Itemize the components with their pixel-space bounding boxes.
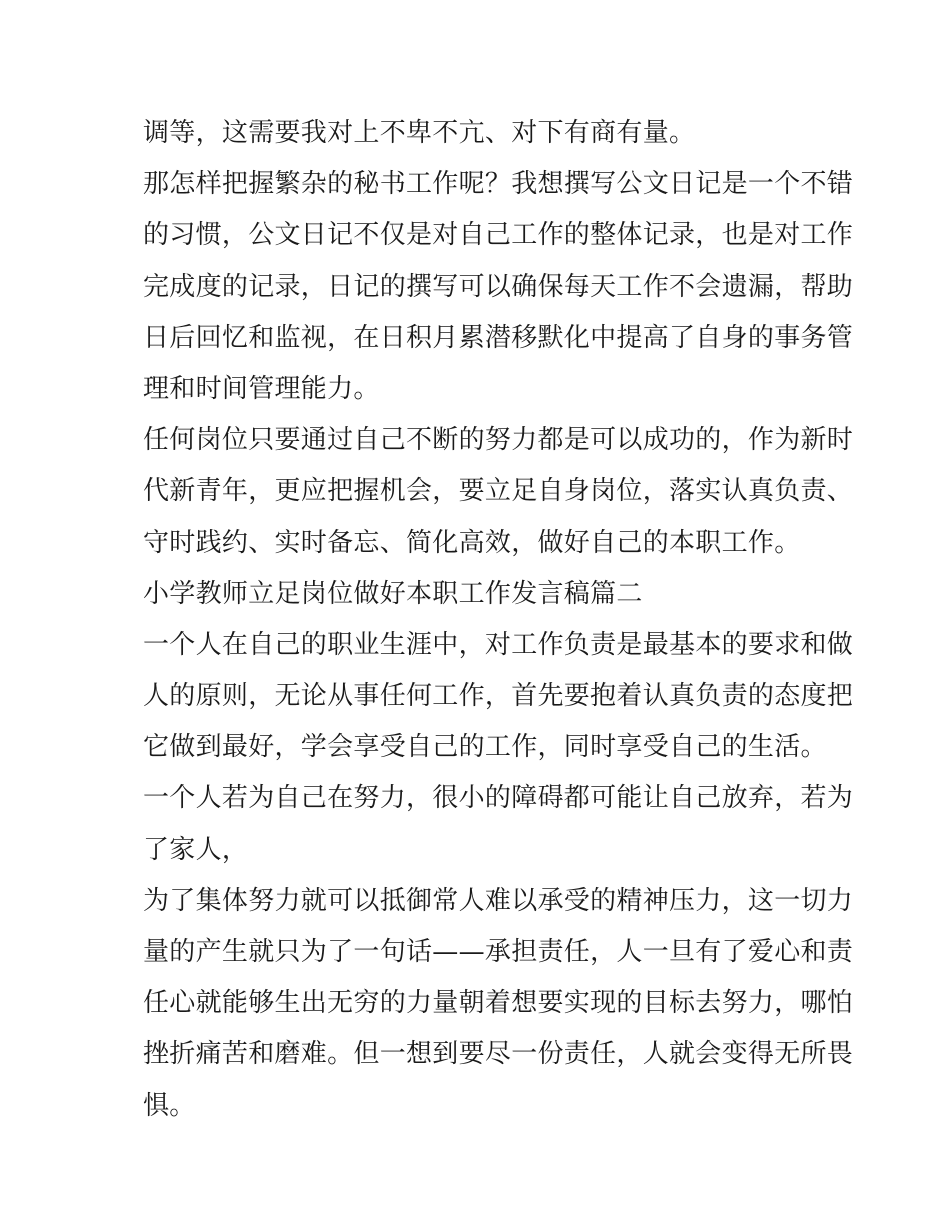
text-line: 日后回忆和监视，在日积月累潜移默化中提高了自身的事务管: [143, 322, 854, 353]
text-line: 人的原则，无论从事任何工作，首先要抱着认真负责的态度把: [143, 681, 854, 712]
text-line: 代新青年，更应把握机会，要立足自身岗位，落实认真负责、: [143, 476, 854, 507]
text-line: 守时践约、实时备忘、简化高效，做好自己的本职工作。: [143, 527, 801, 558]
text-line: 调等，这需要我对上不卑不亢、对下有商有量。: [143, 118, 696, 148]
text-line: 一个人若为自己在努力，很小的障碍都可能让自己放弃，若为: [143, 783, 854, 814]
text-line: 了家人，: [143, 834, 249, 865]
text-line: 任何岗位只要通过自己不断的努力都是可以成功的，作为新时: [143, 425, 854, 456]
text-line: 的习惯，公文日记不仅是对自己工作的整体记录，也是对工作: [143, 220, 854, 251]
text-line: 任心就能够生出无穷的力量朝着想要实现的目标去努力，哪怕: [143, 988, 854, 1019]
text-line: 量的产生就只为了一句话——承担责任，人一旦有了爱心和责: [143, 937, 854, 967]
text-line: 那怎样把握繁杂的秘书工作呢？我想撰写公文日记是一个不错: [143, 169, 854, 200]
text-line: 它做到最好，学会享受自己的工作，同时享受自己的生活。: [143, 732, 827, 763]
section-heading: 小学教师立足岗位做好本职工作发言稿篇二: [143, 578, 643, 609]
text-line: 一个人在自己的职业生涯中，对工作负责是最基本的要求和做: [143, 629, 854, 660]
text-line: 挫折痛苦和磨难。但一想到要尽一份责任，人就会变得无所畏: [143, 1039, 854, 1070]
document-body: [143, 108, 854, 1132]
text-line: 为了集体努力就可以抵御常人难以承受的精神压力，这一切力: [143, 885, 854, 916]
text-line: 理和时间管理能力。: [143, 373, 380, 404]
text-line: 完成度的记录，日记的撰写可以确保每天工作不会遗漏，帮助: [143, 271, 854, 302]
text-line: 惧。: [143, 1090, 196, 1121]
